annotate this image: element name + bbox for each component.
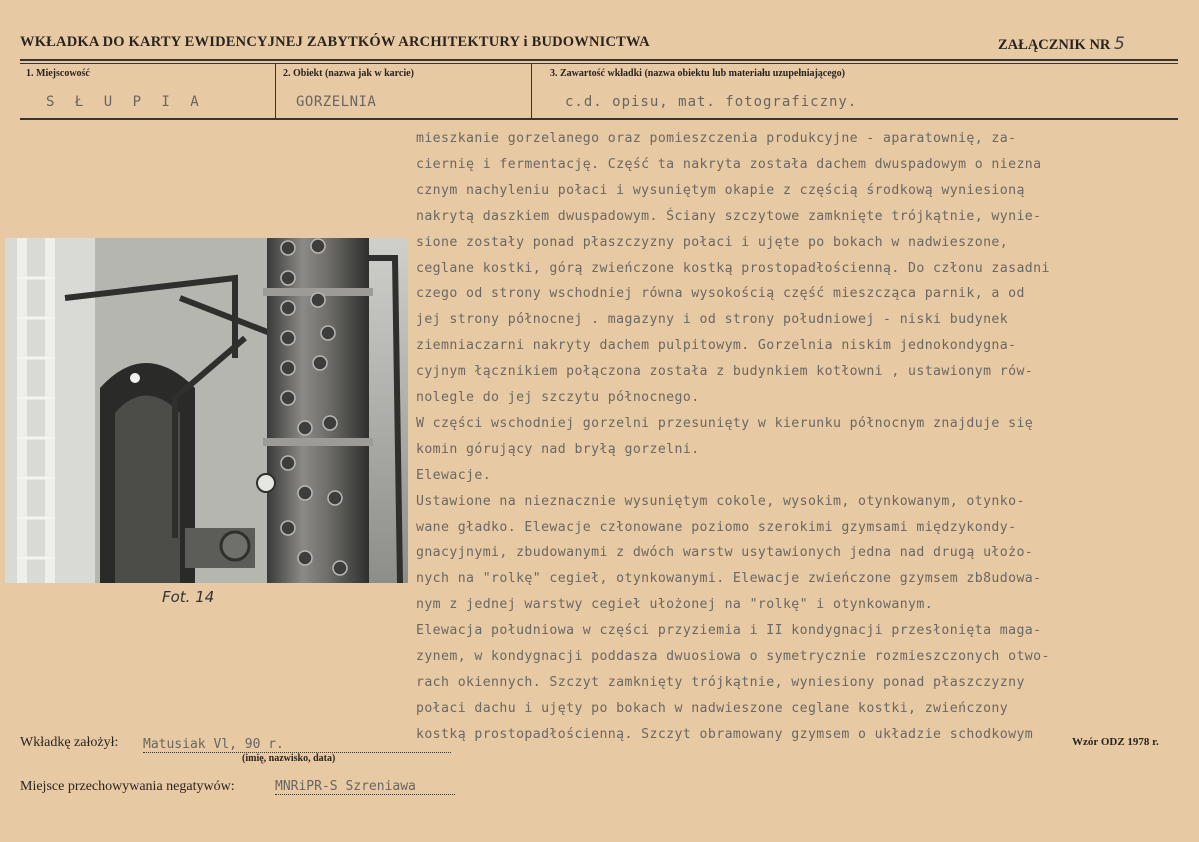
distillery-photo xyxy=(5,238,408,583)
header-rule-top xyxy=(20,59,1178,61)
annex-label-text: ZAŁĄCZNIK NR xyxy=(998,37,1111,53)
body-line: połaci dachu i ujęty po bokach w nadwieszone ceglane kostki, zwieńczony xyxy=(416,700,1009,716)
body-line: Elewacja południowa w części przyziemia i II kondygnacji przesłonięta maga- xyxy=(416,623,1042,639)
body-line: nym z jednej warstwy cegieł ułożonej na "rolkę" i otynkowanym. xyxy=(416,597,934,613)
body-line: ciernię i fermentację. Część ta nakryta została dachem dwuspadowym o niezna xyxy=(416,156,1042,172)
header-rule-top-2 xyxy=(20,63,1178,64)
photo-caption: Fot. 14 xyxy=(162,588,215,606)
body-line: gnacyjnymi, zbudowanymi z dwóch warstw usytawionych jedna nad drugą ułożo- xyxy=(416,545,1034,561)
body-line: czego od strony wschodniej równa wysokością część mieszcząca parnik, a od xyxy=(416,286,1025,302)
body-line: wane gładko. Elewacje członowane poziomo szerokimi gzymsami międzykondy- xyxy=(416,519,1017,535)
body-line: cznym nachyleniu połaci i wysuniętym okapie z częścią środkową wyniesioną xyxy=(416,182,1025,198)
annex-label xyxy=(998,34,1125,54)
object-label: 2. Obiekt (nazwa jak w karcie) xyxy=(283,68,414,79)
body-line: nolegle do jej szczytu północnego. xyxy=(416,390,700,405)
form-reference: Wzór ODZ 1978 r. xyxy=(1072,736,1159,748)
body-line: cyjnym łącznikiem połączona została z budynkiem kotłowni , ustawionym rów- xyxy=(416,364,1034,380)
founder-hint: (imię, nazwisko, data) xyxy=(242,753,336,764)
body-line: ziemniaczarni nakryty dachem pulpitowym. Gorzelnia niskim jednokondygna- xyxy=(416,338,1017,354)
body-line: nakrytą daszkiem dwuspadowym. Ściany szczytowe zamknięte trójkątnie, wynie- xyxy=(416,208,1042,224)
cell-divider-1 xyxy=(275,63,276,118)
body-line: mieszkanie gorzelanego oraz pomieszczenia produkcyjne - aparatownię, za- xyxy=(416,131,1017,146)
header-rule-bottom xyxy=(20,118,1178,120)
locality-label: 1. Miejscowość xyxy=(26,68,90,79)
content-label: 3. Zawartość wkładki (nazwa obiektu lub materiału uzupełniającego) xyxy=(550,68,846,79)
form-title: WKŁADKA DO KARTY EWIDENCYJNEJ ZABYTKÓW ARCHITEKTURY i BUDOWNICTWA xyxy=(20,34,650,50)
body-line: Ustawione na nieznacznie wysuniętym cokole, wysokim, otynkowanym, otynko- xyxy=(416,493,1025,509)
founder-value: Matusiak Vl, 90 r. xyxy=(143,737,451,753)
locality-value: S Ł U P I A xyxy=(46,94,205,110)
object-value: GORZELNIA xyxy=(296,94,377,110)
body-line: nych na "rolkę" cegieł, otynkowanymi. Elewacje zwieńczone gzymsem zb8udowa- xyxy=(416,571,1042,587)
body-line: ceglane kostki, górą zwieńczone kostką prostopadłościenną. Do członu zasadni xyxy=(416,260,1050,276)
body-line: rach okiennych. Szczyt zamknięty trójkątnie, wyniesiony ponad płaszczyzny xyxy=(416,674,1025,690)
body-line: Elewacje. xyxy=(416,467,492,483)
storage-value: MNRiPR-S Szreniawa xyxy=(275,779,455,795)
annex-number: 5 xyxy=(1114,34,1125,54)
storage-label: Miejsce przechowywania negatywów: xyxy=(20,779,235,794)
founder-label: Wkładkę założył: xyxy=(20,735,119,750)
cell-divider-2 xyxy=(531,63,532,118)
body-line: W części wschodniej gorzelni przesunięty w kierunku północnym znajduje się xyxy=(416,415,1034,431)
content-value: c.d. opisu, mat. fotograficzny. xyxy=(565,94,858,110)
body-line: sione zostały ponad płaszczyzny połaci i ujęte po bokach w nadwieszone, xyxy=(416,234,1009,250)
body-line: jej strony północnej . magazyny i od strony południowej - niski budynek xyxy=(416,312,1009,328)
body-line: komin górujący nad bryłą gorzelni. xyxy=(416,441,700,457)
body-line: zynem, w kondygnacji poddasza dwuosiowa o symetrycznie rozmieszczonych otwo- xyxy=(416,649,1050,664)
distillery-photo-image xyxy=(5,238,408,583)
body-line: kostką prostopadłościenną. Szczyt obramowany gzymsem o układzie schodkowym xyxy=(416,726,1034,742)
